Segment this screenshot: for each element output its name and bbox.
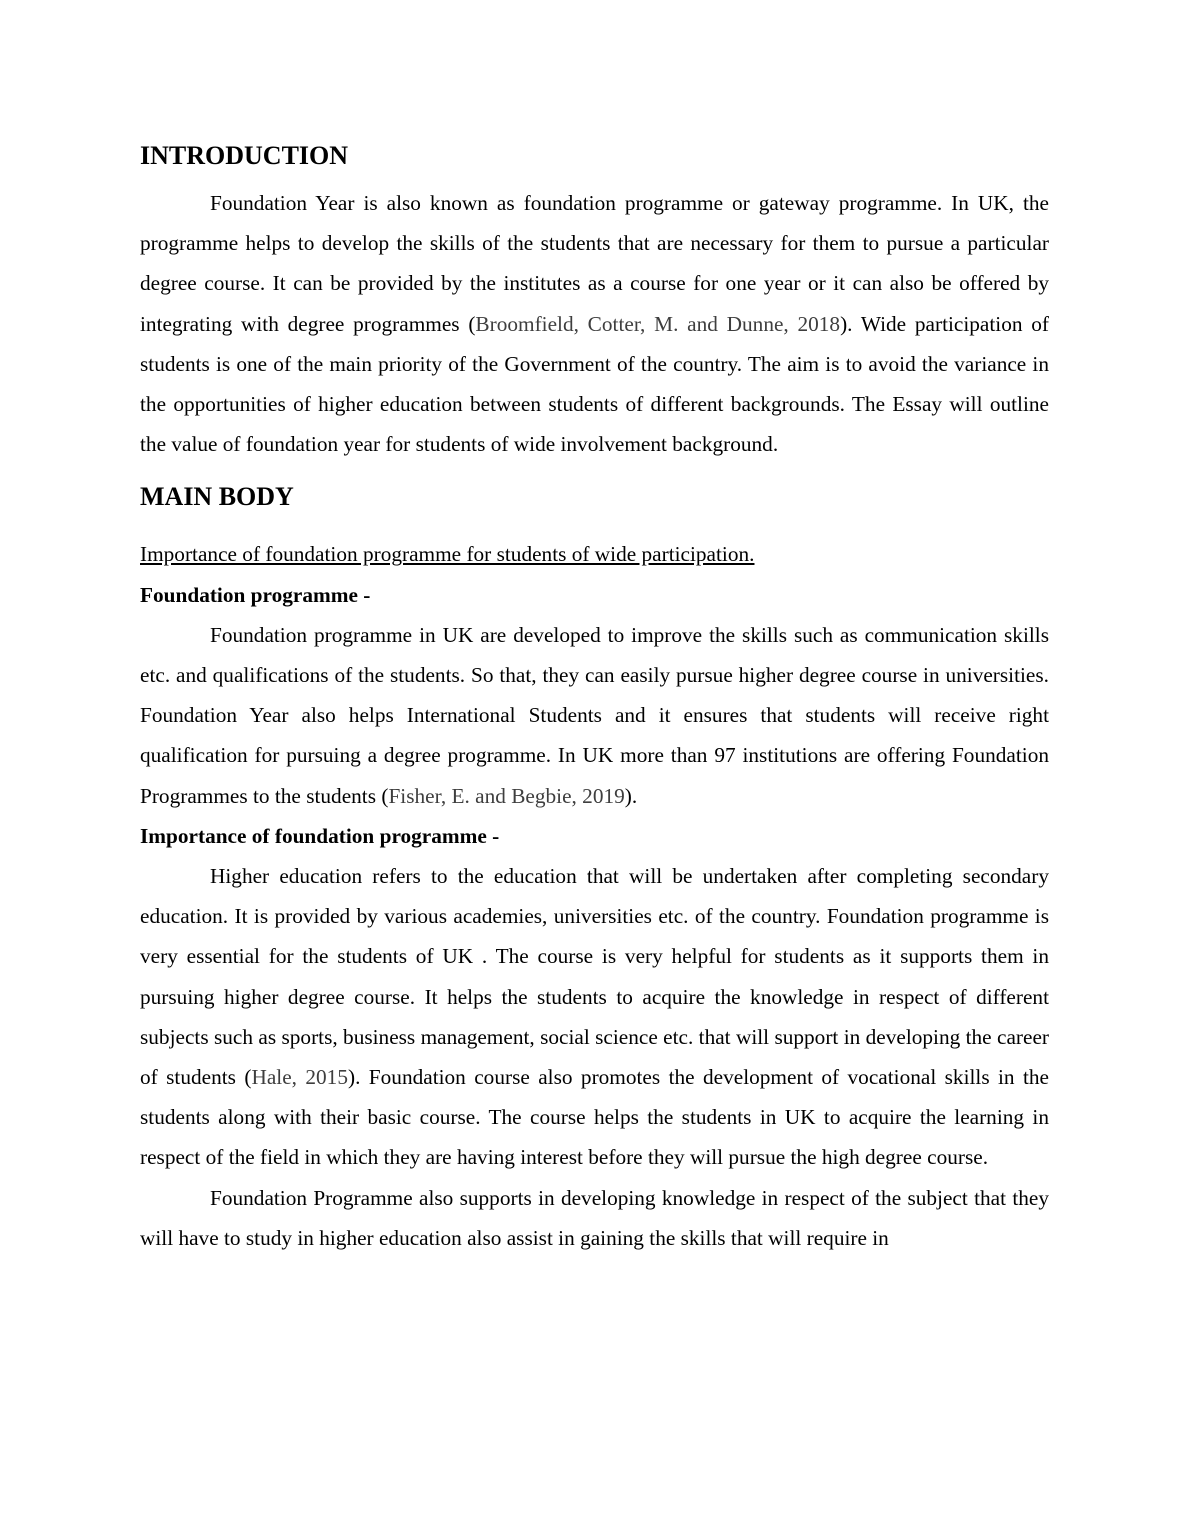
text-run: Higher education refers to the education that will be undertaken after completing secondary education. It is provided by various academies, universities etc. of the country. Foundation programme is very essential for the students of UK . The course is very helpful for students as it supports them in pursuing higher degree course. It helps the students to acquire the knowledge in respect of different subjects such as sports, business management, social science etc. that will support in developing the career of students (: [140, 864, 1049, 1090]
citation: Hale, 2015: [251, 1065, 348, 1090]
document-page: [140, 139, 1049, 1258]
importance-paragraph-2: Foundation Programme also supports in developing knowledge in respect of the subject that they will have to study in higher education also assist in gaining the skills that will require in: [140, 1185, 1049, 1250]
foundation-programme-paragraph: [140, 615, 1049, 816]
text-run: Foundation Year is also known as foundation programme or gateway programme. In UK, the programme helps to develop the skills of the students that are necessary for them to pursue a particular degree course. It can be provided by the institutes as a course for one year or it can also be offered by integrating with degree programmes (: [140, 191, 1049, 336]
introduction-paragraph: [140, 183, 1049, 464]
introduction-heading: INTRODUCTION: [140, 141, 349, 170]
section-title-foundation-programme: Foundation programme -: [140, 582, 371, 607]
importance-paragraph-1: [140, 856, 1049, 1178]
section-title-importance: Importance of foundation programme -: [140, 823, 500, 848]
text-run: ). Foundation course also promotes the development of vocational skills in the students along with their basic course. The course helps the students in UK to acquire the learning in respect of the field in which they are having interest before they will pursue the high degree course.: [140, 1065, 1050, 1170]
citation: Fisher, E. and Begbie, 2019: [388, 783, 625, 808]
section-subheading: Importance of foundation programme for students of wide participation.: [140, 542, 755, 567]
text-run: ). Wide participation of students is one of the main priority of the Government of the country. The aim is to avoid the variance in the opportunities of higher education between students of different backgrounds. The Essay will outline the value of foundation year for students of wide involvement background.: [140, 311, 1050, 457]
text-run: Foundation programme in UK are developed to improve the skills such as communication skills etc. and qualifications of the students. So that, they can easily pursue higher degree course in universities. Foundation Year also helps International Students and it ensures that students will receive right qualification for pursuing a degree programme. In UK more than 97 institutions are offering Foundation Programmes to the students (: [140, 622, 1049, 808]
citation: Broomfield, Cotter, M. and Dunne, 2018: [475, 311, 841, 336]
main-body-heading: MAIN BODY: [140, 482, 294, 512]
text-run: ).: [624, 783, 638, 808]
